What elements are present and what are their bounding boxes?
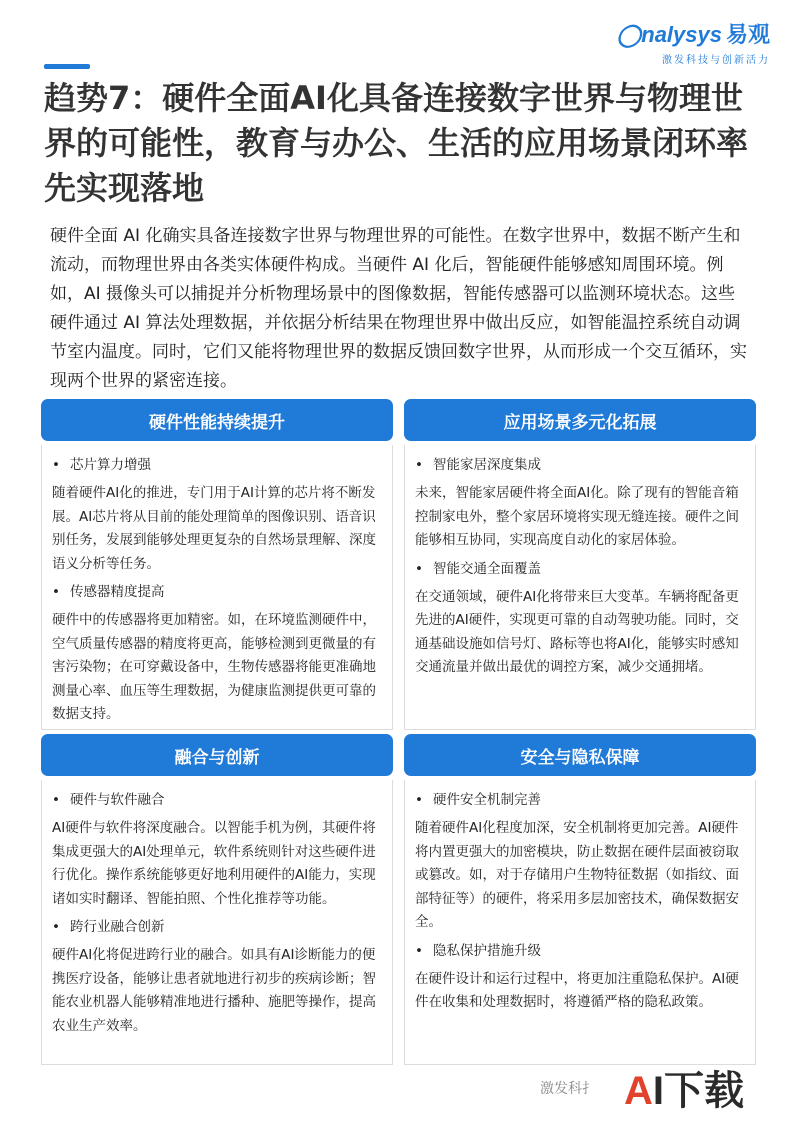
bullet-paragraph: AI硬件与软件将深度融合。以智能手机为例，其硬件将集成更强大的AI处理单元，软件系统则针对这些硬件进行优化。操作系统能够更好地利用硬件的AI能力，实现诸如实时翻译、智能拍照、个性化推荐等功能。: [52, 820, 376, 907]
bullet-item: [415, 557, 747, 581]
intro-paragraph: 硬件全面 AI 化确实具备连接数字世界与物理世界的可能性。在数字世界中，数据不断产生和流动，而物理世界由各类实体硬件构成。当硬件 AI 化后，智能硬件能够感知周围环境。例如，AI 摄像头可以捕捉并分析物理场景中的图像数据，智能传感器可以监测环境状态。这些硬件通过 AI 算法处理数据，并依据分析结果在物理世界中做出反应，如智能温控系统自动调节室内温度。同时，它们又能将物理世界的数据反馈回数字世界，从而形成一个交互循环，实现两个世界的紧密连接。: [50, 226, 747, 391]
bullet-paragraph: 硬件AI化将促进跨行业的融合。如具有AI诊断能力的便携医疗设备，能够让患者就地进行初步的疾病诊断；智能农业机器人能够精准地进行播种、施肥等操作，提高农业生产效率。: [52, 947, 376, 1034]
card-security-header: 安全与隐私保障: [404, 734, 756, 776]
bullet-item: [52, 915, 384, 939]
card-security: [404, 734, 756, 1065]
card-application: [404, 399, 756, 730]
card-hardware-body: [41, 445, 393, 730]
card-application-header: 应用场景多元化拓展: [404, 399, 756, 441]
bullet-dot-icon: •: [52, 457, 60, 473]
title-accent-bar: [44, 64, 90, 69]
bullet-dot-icon: •: [415, 457, 423, 473]
bullet-label: 传感器精度提高: [70, 584, 165, 600]
bullet-paragraph: 未来，智能家居硬件将全面AI化。除了现有的智能音箱控制家电外，整个家居环境将实现无缝连接。硬件之间能够相互协同，实现高度自动化的家居体验。: [415, 485, 739, 548]
bullet-item: [52, 580, 384, 604]
card-application-body: [404, 445, 756, 730]
logo-letter-i: I: [652, 1069, 665, 1113]
logo-letter-a: A: [624, 1069, 653, 1113]
card-security-body: [404, 780, 756, 1065]
bullet-item: [415, 788, 747, 812]
card-fusion-body: [41, 780, 393, 1065]
bullet-paragraph: 硬件中的传感器将更加精密。如，在环境监测硬件中，空气质量传感器的精度将更高，能够检测到更微量的有害污染物；在可穿戴设备中，生物传感器将能更准确地测量心率、血压等生理数据，为健康监测提供更可靠的数据支持。: [52, 612, 376, 722]
bullet-item: [415, 453, 747, 477]
bullet-label: 硬件与软件融合: [70, 792, 165, 808]
bullet-dot-icon: •: [52, 792, 60, 808]
bullet-label: 跨行业融合创新: [70, 919, 165, 935]
bullet-dot-icon: •: [52, 919, 60, 935]
logo-name: nalysys: [641, 22, 722, 47]
card-hardware-header: 硬件性能持续提升: [41, 399, 393, 441]
bullet-label: 智能家居深度集成: [433, 457, 541, 473]
bullet-paragraph: 随着硬件AI化的推进，专门用于AI计算的芯片将不断发展。AI芯片将从目前的能处理简单的图像识别、语音识别任务，发展到能够处理更复杂的自然场景理解、深度语义分析等任务。: [52, 485, 376, 572]
logo-tagline: 激发科技与创新活力: [662, 55, 770, 66]
card-fusion: [41, 734, 393, 1065]
card-fusion-header: 融合与创新: [41, 734, 393, 776]
bullet-paragraph: 在交通领域，硬件AI化将带来巨大变革。车辆将配备更先进的AI硬件，实现更可靠的自动驾驶功能。同时，交通基础设施如信号灯、路标等也将AI化，能够实时感知交通流量并做出最优的调控方案，减少交通拥堵。: [415, 588, 739, 675]
bullet-dot-icon: •: [415, 560, 423, 577]
bullet-label: 隐私保护措施升级: [433, 942, 541, 959]
page-title: 趋势7：硬件全面AI化具备连接数字世界与物理世界的可能性，教育与办公、生活的应用场景闭环率先实现落地: [44, 79, 749, 207]
bullet-paragraph: 随着硬件AI化程度加深，安全机制将更加完善。AI硬件将内置更强大的加密模块，防止数据在硬件层面被窃取或篡改。如，对于存储用户生物特征数据（如指纹、面部特征等）的硬件，将采用多层加密技术，确保数据安全。: [415, 820, 739, 930]
bullet-dot-icon: •: [415, 942, 423, 959]
bullet-paragraph: 在硬件设计和运行过程中，将更加注重隐私保护。AI硬件在收集和处理数据时，将遵循严格的隐私政策。: [415, 970, 739, 1010]
logo-wordmark: [617, 18, 770, 49]
brand-logo: [617, 18, 770, 66]
logo-cn: 易观: [725, 23, 770, 48]
bullet-item: [415, 939, 747, 963]
bullet-label: 芯片算力增强: [70, 457, 151, 473]
bullet-item: [52, 788, 384, 812]
logo-circle-icon: ◯: [616, 22, 642, 47]
card-hardware: [41, 399, 393, 730]
ai-download-logo: [624, 1068, 744, 1114]
bullet-label: 智能交通全面覆盖: [433, 560, 541, 577]
bullet-dot-icon: •: [415, 792, 423, 808]
bullet-item: [52, 453, 384, 477]
logo-download-text: 下载: [664, 1068, 745, 1114]
footer-text: 激发科扌: [540, 1081, 596, 1097]
bullet-dot-icon: •: [52, 584, 60, 600]
bullet-label: 硬件安全机制完善: [433, 792, 541, 808]
